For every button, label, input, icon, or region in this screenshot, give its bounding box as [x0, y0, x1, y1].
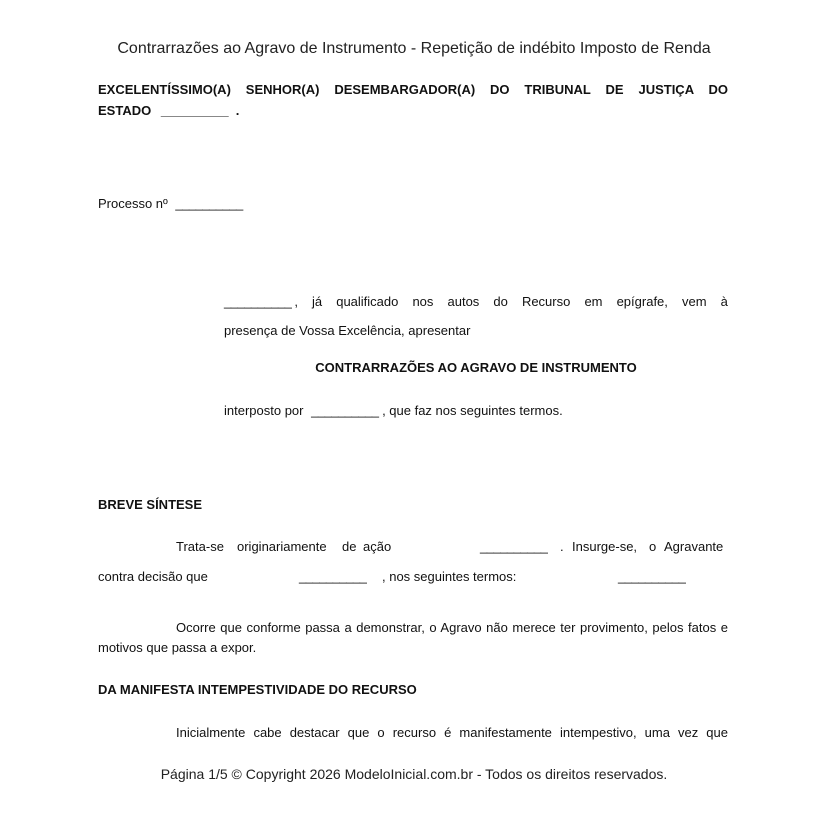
interposto-label: interposto por: [224, 403, 304, 418]
sintese-word: Insurge-se,: [572, 539, 638, 554]
salutation-state-label: ESTADO: [98, 103, 152, 118]
intro-word: epígrafe,: [616, 294, 668, 309]
interposto-suffix: , que faz nos seguintes termos.: [382, 403, 563, 418]
sintese-row-1: [98, 539, 728, 557]
intro-word: à: [720, 294, 728, 309]
intro-word: vem: [681, 294, 707, 309]
party-blank: __________ ,: [224, 294, 298, 309]
intro-paragraph: [224, 287, 728, 345]
page-footer: Página 1/5 © Copyright 2026 ModeloInicial.com.br - Todos os direitos reservados.: [160, 766, 668, 782]
document-title: CONTRARRAZÕES AO AGRAVO DE INSTRUMENTO: [315, 360, 637, 375]
salutation-line-1: EXCELENTÍSSIMO(A) SENHOR(A) DESEMBARGADOR(A) DO TRIBUNAL DE JUSTIÇA DO: [98, 82, 728, 97]
process-label: Processo nº: [98, 196, 168, 211]
sintese-word: Agravante: [664, 539, 724, 554]
sintese-word: originariamente: [237, 539, 327, 554]
salutation: [98, 79, 728, 121]
decision-blank: __________: [299, 569, 367, 584]
intro-line-2: presença de Vossa Excelência, apresentar: [224, 323, 471, 338]
terms-blank: __________: [618, 569, 686, 584]
sintese-text: contra decisão que: [98, 569, 208, 584]
sintese-text: , nos seguintes termos:: [382, 569, 517, 584]
process-number: [98, 196, 243, 211]
salutation-line-2: [98, 100, 728, 121]
appellant-blank: __________: [311, 403, 379, 418]
intro-word: em: [584, 294, 603, 309]
section-heading-intempestividade: DA MANIFESTA INTEMPESTIVIDADE DO RECURSO: [98, 682, 417, 697]
intro-word: Recurso: [521, 294, 571, 309]
state-blank: __________: [160, 103, 229, 118]
sintese-word: o: [649, 539, 657, 554]
intro-word: qualificado: [336, 294, 399, 309]
interposto-line: [224, 403, 563, 418]
document-header-title: Contrarrazões ao Agravo de Instrumento - Repetição de indébito Imposto de Renda: [117, 40, 711, 57]
sintese-paragraph: Ocorre que conforme passa a demonstrar, o Agravo não merece ter provimento, pelos fatos e motivos que passa a expor.: [98, 620, 728, 655]
intempestividade-paragraph: Inicialmente cabe destacar que o recurso é manifestamente intempestivo, uma vez que: [176, 725, 728, 740]
sintese-word: .: [560, 539, 564, 554]
salutation-period: .: [235, 103, 240, 118]
intro-word: do: [493, 294, 508, 309]
sintese-row-2: [98, 569, 728, 587]
intro-word: autos: [447, 294, 480, 309]
sintese-word: ação: [363, 539, 392, 554]
process-blank: __________: [175, 196, 243, 211]
intro-word: já: [312, 294, 323, 309]
sintese-word: de: [342, 539, 357, 554]
intro-line-1: [224, 287, 728, 316]
sintese-word: Trata-se: [176, 539, 224, 554]
action-blank: __________: [480, 539, 548, 554]
section-heading-breve-sintese: BREVE SÍNTESE: [98, 497, 203, 512]
intro-word: nos: [412, 294, 434, 309]
